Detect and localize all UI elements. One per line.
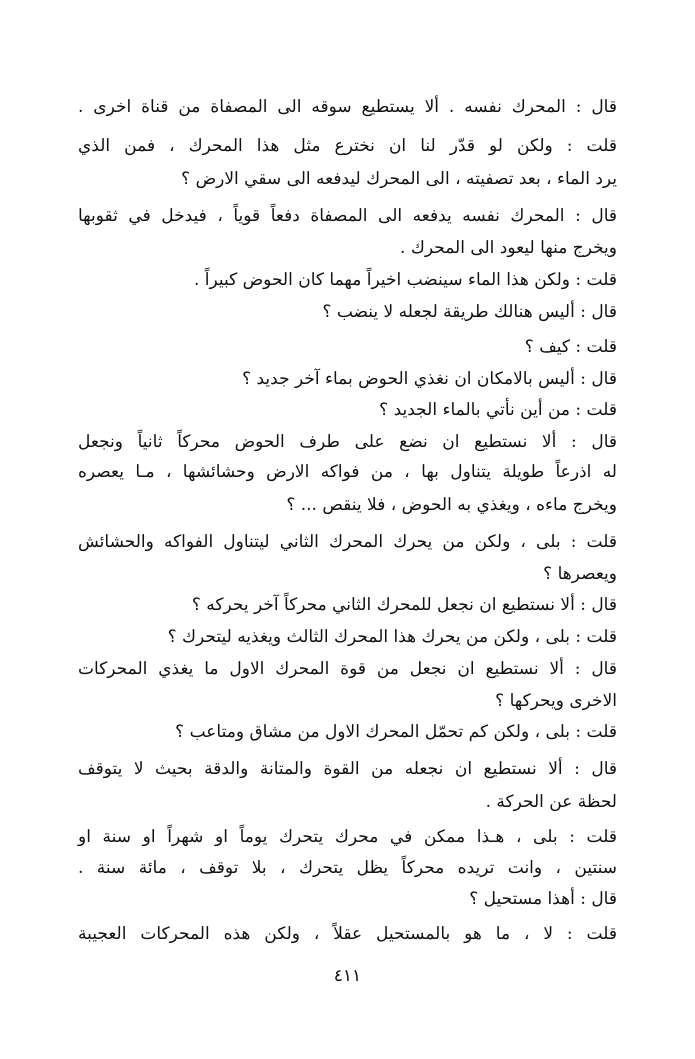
page-number: ٤١١ bbox=[333, 966, 362, 986]
text-line-3: يرد الماء ، بعد تصفيته ، الى المحرك ليدفعه الى سقي الارض ؟ bbox=[181, 169, 617, 189]
text-line-8: قلت : كيف ؟ bbox=[524, 337, 617, 357]
text-line-6: قلت : ولكن هذا الماء سينضب اخيراً مهما كان الحوض كبيراً . bbox=[193, 270, 617, 290]
text-line-4: قال : المحرك نفسه يدفعه الى المصفاة دفعاً قوياً ، فيدخل في ثقوبها bbox=[78, 206, 617, 226]
text-line-10: قلت : من أين نأتي بالماء الجديد ؟ bbox=[379, 400, 617, 420]
text-line-11: قال : ألا نستطيع ان نضع على طرف الحوض محركاً ثانياً ونجعل bbox=[78, 432, 618, 452]
text-line-16: قال : ألا نستطيع ان نجعل للمحرك الثاني محركاً آخر يحركه ؟ bbox=[191, 595, 617, 615]
text-line-7: قال : أليس هنالك طريقة لجعله لا ينضب ؟ bbox=[322, 302, 617, 322]
text-line-9: قال : أليس بالامكان ان نغذي الحوض بماء آخر جديد ؟ bbox=[242, 369, 617, 389]
text-line-2: قلت : ولكن لو قدّر لنا ان نخترع مثل هذا المحرك ، فمن الذي bbox=[78, 136, 617, 156]
text-line-12: له اذرعاً طويلة يتناول بها ، من فواكه الارض وحشائشها ، مـا يعصره bbox=[78, 462, 617, 482]
text-line-21: قال : ألا نستطيع ان نجعله من القوة والمتانة والدقة بحيث لا يتوقف bbox=[78, 759, 617, 779]
text-line-13: ويخرج ماءه ، ويغذي به الحوض ، فلا ينقص ... ؟ bbox=[286, 495, 617, 515]
text-line-15: ويعصرها ؟ bbox=[543, 564, 617, 584]
text-line-22: لحظة عن الحركة . bbox=[485, 792, 617, 812]
text-line-17: قلت : بلى ، ولكن من يحرك هذا المحرك الثالث ويغذيه ليتحرك ؟ bbox=[167, 627, 617, 647]
text-line-18: قال : ألا نستطيع ان نجعل من قوة المحرك الاول ما يغذي المحركات bbox=[78, 659, 617, 679]
text-line-25: قال : أهذا مستحيل ؟ bbox=[469, 889, 617, 909]
text-line-26: قلت : لا ، ما هو بالمستحيل عقلاً ، ولكن هذه المحركات العجيبة bbox=[78, 924, 617, 944]
text-line-24: سنتين ، وانت تريده محركاً يظل يتحرك ، بلا توقف ، مائة سنة . bbox=[78, 858, 617, 878]
text-line-14: قلت : بلى ، ولكن من يحرك المحرك الثاني ليتناول الفواكه والحشائش bbox=[78, 532, 617, 552]
text-line-5: ويخرج منها ليعود الى المحرك . bbox=[400, 238, 617, 258]
text-line-20: قلت : بلى ، ولكن كم تحمّل المحرك الاول من مشاق ومتاعب ؟ bbox=[175, 722, 617, 742]
text-line-1: قال : المحرك نفسه . ألا يستطيع سوقه الى المصفاة من قناة اخرى . bbox=[78, 97, 617, 117]
text-line-19: الاخرى ويحركها ؟ bbox=[495, 691, 617, 711]
text-line-23: قلت : بلى ، هـذا ممكن في محرك يتحرك يوماً او شهراً او سنة او bbox=[78, 827, 617, 847]
